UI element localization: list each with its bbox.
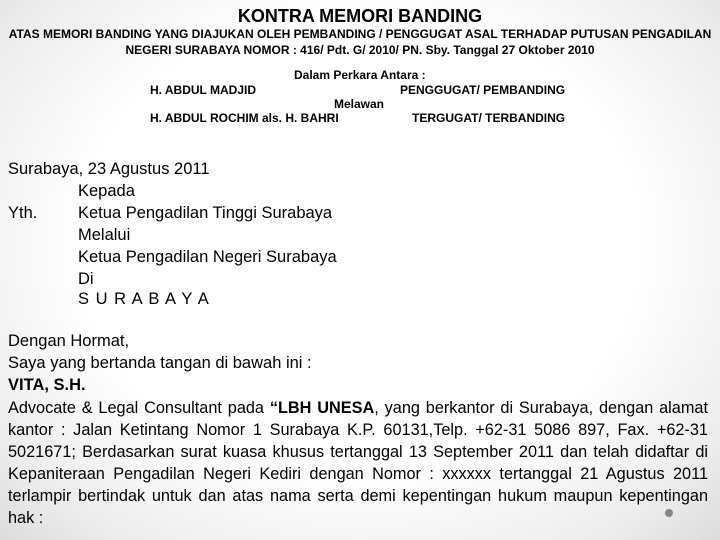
party2-role: TERGUGAT/ TERBANDING bbox=[412, 111, 566, 125]
party1-role: PENGGUGAT/ PEMBANDING bbox=[400, 83, 566, 97]
di-label: Di bbox=[78, 270, 94, 288]
document-title: KONTRA MEMORI BANDING bbox=[237, 6, 483, 26]
parties-intro: Dalam Perkara Antara : bbox=[294, 68, 426, 82]
recipient-1: Ketua Pengadilan Tinggi Surabaya bbox=[78, 204, 333, 222]
party1-name: H. ABDUL MADJID bbox=[150, 83, 257, 97]
kepada-label: Kepada bbox=[78, 182, 135, 200]
paragraph-rest: , yang berkantor di Surabaya, dengan alamat kantor : Jalan Ketintang Nomor 1 Surabaya K.P. 60131,Telp. +62-31 5086 897, Fax. +62-31 5021671; Berdasarkan surat kuasa khusus tertanggal 13 September 2011 dan telah didaftar di Kepaniteraan Pengadilan Negeri Kediri dengan Nomor : xxxxxx tertanggal 21 Agustus 2011 terlampir bertindak untuk dan atas nama serta demi kepentingan hukum maupun kepentingan hak : bbox=[8, 399, 708, 527]
signer-name: VITA, S.H. bbox=[8, 376, 86, 394]
signer-intro: Saya yang bertanda tangan di bawah ini : bbox=[8, 354, 312, 372]
melalui-label: Melalui bbox=[78, 226, 131, 244]
versus-label: Melawan bbox=[334, 97, 385, 111]
slide-bullet-dot bbox=[665, 509, 673, 517]
party2-name: H. ABDUL ROCHIM als. H. BAHRI bbox=[150, 111, 339, 125]
organization-name: “LBH UNESA bbox=[269, 399, 375, 417]
paragraph-start: Advocate & Legal Consultant pada bbox=[8, 399, 270, 417]
greeting: Dengan Hormat, bbox=[8, 332, 130, 350]
subtitle-line-2: NEGERI SURABAYA NOMOR : 416/ Pdt. G/ 2010/ PN. Sby. Tanggal 27 Oktober 2010 bbox=[125, 43, 595, 57]
yth-label: Yth. bbox=[8, 204, 38, 222]
place-date: Surabaya, 23 Agustus 2011 bbox=[8, 160, 210, 178]
recipient-2: Ketua Pengadilan Negeri Surabaya bbox=[78, 248, 337, 266]
body-paragraph bbox=[8, 397, 708, 529]
city-label: S U R A B A Y A bbox=[78, 290, 210, 308]
subtitle-line-1: ATAS MEMORI BANDING YANG DIAJUKAN OLEH PEMBANDING / PENGGUGAT ASAL TERHADAP PUTUSAN PENGADILAN bbox=[8, 27, 712, 41]
